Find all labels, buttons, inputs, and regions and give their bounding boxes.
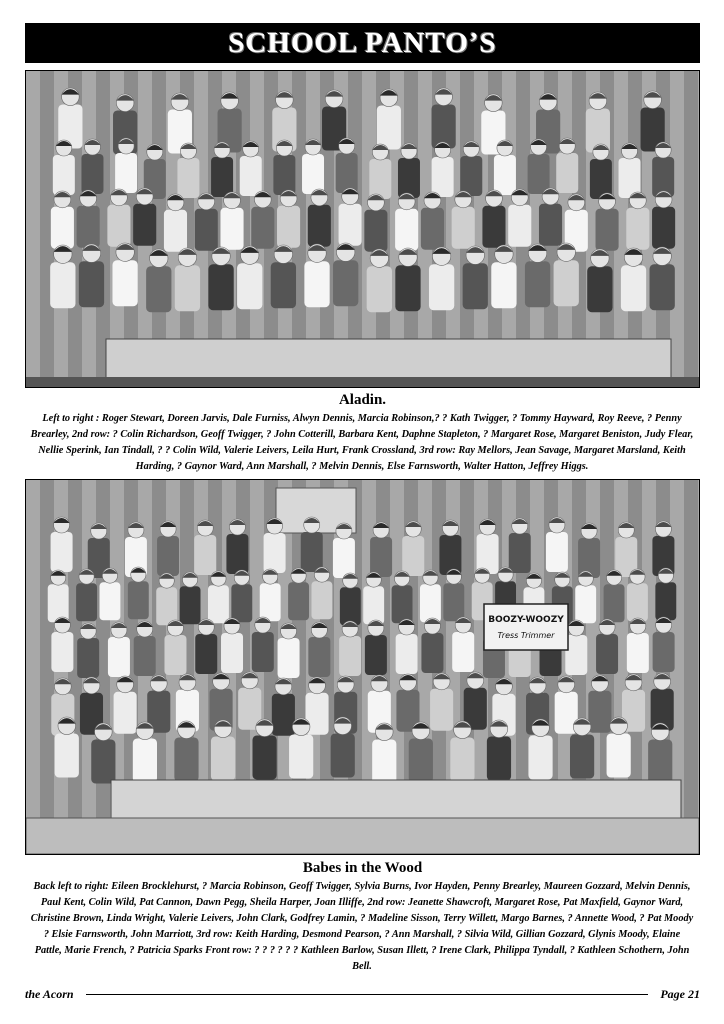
cast-member [509, 518, 531, 573]
cast-member [264, 518, 286, 573]
cast-member [277, 190, 300, 248]
cast-member [494, 140, 516, 195]
svg-text:BOOZY-WOOZY: BOOZY-WOOZY [488, 615, 564, 625]
cast-member [53, 140, 75, 195]
cast-member [578, 523, 600, 578]
cast-member [367, 249, 392, 312]
aladin-caption: Left to right : Roger Stewart, Doreen Jarvis, Dale Furniss, Alwyn Dennis, Marcia Robinson,? ? Kath Twigger, ? Tommy Hayward, Roy Reeve, ? Penny Brearley, 2nd row: ? Colin Richardson, Geoff Twigger, ? John Cotterill, Barbara Kent, Daphne Stapleton, ? Margaret Rose, Margaret Beniston, Judy Flear, Nellie Sperink, Ian Tindall, ? ? Colin Wild, Valerie Leivers, Leila Hurt, Frank Crossland, 3rd row: Ray Mellors, Jean Savage, Margaret Marsland, Keith Harding, ? Gaynor Ward, Ann Marshall, ? Melvin Dennis, Else Farnsworth, Walter Hatton, Jeffrey Higgs. [30, 413, 694, 472]
cast-member [304, 244, 329, 307]
cast-member [365, 620, 387, 675]
cast-member [652, 521, 674, 576]
cast-member [331, 717, 355, 778]
cast-member [452, 191, 475, 249]
stage-front-board [111, 780, 681, 820]
cast-member [333, 243, 358, 306]
cast-member [77, 623, 99, 678]
cast-member [133, 722, 157, 783]
cast-member [651, 673, 674, 731]
cast-member [508, 189, 531, 247]
cast-member [157, 521, 179, 576]
cast-member [272, 678, 295, 736]
cast-member [271, 245, 296, 308]
cast-member [615, 522, 637, 577]
cast-member [363, 572, 384, 624]
cast-member [570, 718, 594, 779]
cast-member [596, 619, 618, 674]
cast-member [112, 243, 137, 306]
cast-member [77, 190, 100, 248]
cast-member [395, 193, 418, 251]
cast-member [336, 138, 358, 193]
cast-member [311, 567, 332, 619]
cast-member [377, 89, 401, 150]
babes-title: Babes in the Wood [302, 860, 423, 876]
aladin-title: Aladin. [338, 392, 387, 408]
cast-member [432, 88, 456, 149]
cast-member [621, 248, 646, 311]
cast-member [604, 570, 625, 622]
cast-member [619, 143, 641, 198]
cast-member [273, 140, 295, 195]
cast-member [432, 142, 454, 197]
cast-member [237, 246, 262, 309]
cast-member [340, 573, 361, 625]
cast-member [421, 192, 444, 250]
cast-member [240, 141, 262, 196]
cast-member [194, 520, 216, 575]
cast-member [108, 622, 130, 677]
cast-member [128, 567, 149, 619]
cast-member [650, 247, 675, 310]
cast-member [231, 570, 252, 622]
cast-member [339, 621, 361, 676]
cast-member [333, 523, 355, 578]
cast-member [99, 568, 120, 620]
cast-member [402, 521, 424, 576]
stage-front-board [106, 339, 671, 381]
cast-member [648, 723, 672, 784]
cast-member [211, 142, 233, 197]
page-title: SCHOOL PANTO’S [228, 26, 497, 59]
aladin-photo [25, 70, 700, 388]
title-banner [25, 23, 700, 63]
cast-member [491, 245, 516, 308]
cast-member [398, 143, 420, 198]
cast-member [556, 138, 578, 193]
cast-member [288, 568, 309, 620]
cast-member [652, 191, 675, 249]
cast-member [301, 517, 323, 572]
cast-member [58, 88, 82, 149]
cast-member [460, 141, 482, 196]
babes-caption: Back left to right: Eileen Brocklehurst, ? Marcia Robinson, Geoff Twigger, Sylvia Burns, Ivor Hayden, Penny Brearley, Maureen Gozzard, Melvin Dennis, Paul Kent, Colin Wild, Pat Cannon, Dawn Pegg, Sheila Harper, Joan Illiffe, 2nd row: Jeanette Shawcroft, Margaret Rose, Pat Maxfield, Gaynor Ward, Christine Brown, Linda Wright, Valerie Leivers, John Clark, Godfrey Lamin, ? Madeline Sisson, Terry Willett, Margo Barnes, ? Annette Wood, ? Pat Moody ? Elsie Farnsworth, John Marriott, 3rd row: Keith Harding, Desmond Pearson, ? Ann Marshall, ? Silvia Wild, Gillian Gozzard, Glynis Moody, Elaine Pattle, Marie French, ? Patricia Sparks Front row: ? ? ? ? ? ? Kathleen Barlow, Susan Illett, ? Irene Clark, Philippa Tyndall, ? Kathleen Schothern, John Bell. [30, 881, 694, 972]
cast-member [208, 247, 233, 310]
cast-member [596, 193, 619, 251]
cast-member [114, 676, 137, 734]
cast-member [174, 721, 198, 782]
cast-member [627, 618, 649, 673]
cast-member [164, 620, 186, 675]
aladin-cast-photo-illustration [26, 71, 699, 387]
cast-member [51, 617, 73, 672]
cast-member [528, 139, 550, 194]
cast-member [588, 675, 611, 733]
cast-member [208, 571, 229, 623]
cast-member [91, 723, 115, 784]
svg-text:Tress Trimmer: Tress Trimmer [497, 631, 555, 640]
cast-member [587, 249, 612, 312]
cast-member [626, 192, 649, 250]
cast-member [370, 522, 392, 577]
cast-member [115, 138, 137, 193]
cast-member [278, 623, 300, 678]
cast-member [607, 717, 631, 778]
cast-member [575, 571, 596, 623]
cast-member [55, 717, 79, 778]
cast-member [421, 618, 443, 673]
cast-member [439, 520, 461, 575]
cast-member [221, 618, 243, 673]
cast-member [156, 573, 177, 625]
cast-member [308, 622, 330, 677]
cast-member [211, 720, 235, 781]
cast-member [260, 569, 281, 621]
cast-member [452, 617, 474, 672]
cast-member [308, 189, 331, 247]
babes-in-the-wood-photo [25, 479, 700, 855]
cast-member [429, 247, 454, 310]
cast-member [164, 194, 187, 252]
cast-member [627, 569, 648, 621]
cast-member [464, 672, 487, 730]
cast-member [220, 192, 243, 250]
cast-member [395, 248, 420, 311]
cast-member [463, 246, 488, 309]
cast-member [252, 617, 274, 672]
cast-member [195, 619, 217, 674]
cast-member [146, 249, 171, 312]
cast-member [396, 619, 418, 674]
cast-member [590, 144, 612, 199]
cast-member [50, 245, 75, 308]
cast-member [430, 673, 453, 731]
cast-member [107, 189, 130, 247]
cast-member [81, 139, 103, 194]
cast-member [372, 723, 396, 784]
cast-member [655, 568, 676, 620]
cast-member [525, 244, 550, 307]
cast-member [238, 672, 261, 730]
cast-member [195, 193, 218, 251]
cast-member [134, 621, 156, 676]
cast-member [443, 569, 464, 621]
cast-member [369, 144, 391, 199]
cast-member [652, 142, 674, 197]
cast-member [251, 191, 274, 249]
cast-member [420, 570, 441, 622]
cast-member [289, 718, 313, 779]
cast-member [392, 571, 413, 623]
page-footer [25, 985, 700, 1003]
cast-member [252, 719, 276, 780]
cast-member [302, 139, 324, 194]
cast-member [586, 92, 610, 153]
cast-member [653, 617, 675, 672]
page-number: Page 21 [660, 986, 700, 1001]
babes-cast-photo-illustration [26, 480, 699, 854]
boozy-woozy-sign [484, 604, 568, 650]
cast-member [546, 517, 568, 572]
cast-member [76, 569, 97, 621]
cast-member [450, 721, 474, 782]
cast-member [477, 519, 499, 574]
cast-member [539, 188, 562, 246]
cast-member [226, 519, 248, 574]
cast-member [482, 190, 505, 248]
cast-member [51, 517, 73, 572]
cast-member [133, 188, 156, 246]
cast-member [554, 243, 579, 306]
cast-member [79, 244, 104, 307]
cast-member [177, 143, 199, 198]
cast-member [175, 248, 200, 311]
cast-member [487, 720, 511, 781]
footer-rule [86, 994, 649, 995]
publication-name: the Acorn [25, 986, 74, 1001]
cast-member [409, 722, 433, 783]
cast-member [48, 570, 69, 622]
cast-member [364, 194, 387, 252]
cast-member [339, 188, 362, 246]
cast-member [51, 191, 74, 249]
cast-member [528, 719, 552, 780]
cast-member [180, 572, 201, 624]
